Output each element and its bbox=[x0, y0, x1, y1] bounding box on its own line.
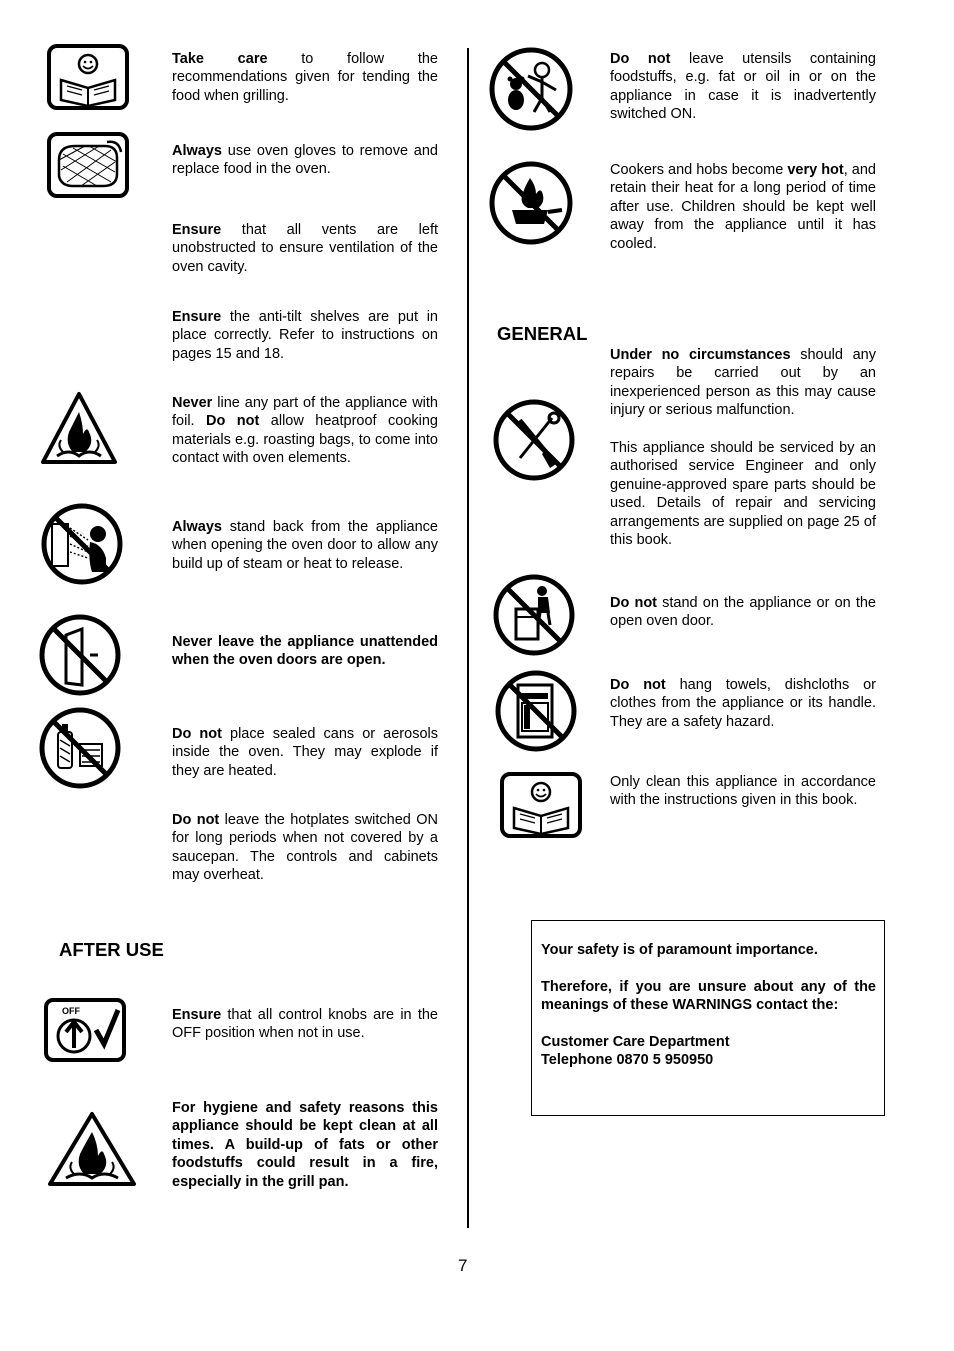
instruction-oven-gloves: Always use oven gloves to remove and replace food in the oven. bbox=[172, 143, 438, 178]
off-position-icon bbox=[44, 998, 126, 1062]
instruction-take-care: Take care to follow the recommendations given for tending the food when grilling. bbox=[172, 51, 438, 104]
fire-hazard-icon bbox=[46, 1110, 138, 1188]
page-number: 7 bbox=[458, 1256, 468, 1275]
instruction-stand-back: Always stand back from the appliance when opening the oven door to allow any build up of steam or heat to release. bbox=[172, 519, 438, 572]
instruction-no-sealed-cans: Do not place sealed cans or aerosols inside the oven. They may explode if they are heated. bbox=[172, 726, 438, 779]
do-not-stand-icon bbox=[492, 573, 576, 657]
instruction-very-hot: Cookers and hobs become very hot, and retain their heat for a long period of time after use. Children should be kept well away from the appliance until it has cooled. bbox=[610, 162, 876, 252]
instruction-clean-per-instructions: Only clean this appliance in accordance with the instructions given in this book. bbox=[610, 774, 876, 809]
instruction-authorised-service: This appliance should be serviced by an authorised service Engineer and only genuine-approved spare parts should be used. Details of repair and servicing arrangements are supplied on page 25 of this book. bbox=[610, 440, 876, 549]
fire-warning-icon bbox=[39, 390, 119, 466]
no-towels-icon bbox=[494, 669, 578, 753]
notice-telephone: Telephone 0870 5 950950 bbox=[541, 1052, 714, 1069]
general-heading: GENERAL bbox=[497, 323, 588, 344]
after-use-heading: AFTER USE bbox=[59, 939, 164, 960]
instruction-do-not-stand: Do not stand on the appliance or on the open oven door. bbox=[610, 595, 876, 630]
safety-notice-box bbox=[531, 920, 885, 1116]
instruction-no-repairs: Under no circumstances should any repairs be carried out by an inexperienced person as this may cause injury or serious malfunction. bbox=[610, 347, 876, 419]
oven-glove-icon bbox=[47, 132, 129, 198]
instruction-anti-tilt-shelves: Ensure the anti-tilt shelves are put in place correctly. Refer to instructions on pages 15 and 18. bbox=[172, 309, 438, 362]
no-repairs-icon bbox=[492, 398, 576, 482]
instruction-vents: Ensure that all vents are left unobstructed to ensure ventilation of the oven cavity. bbox=[172, 222, 438, 275]
instruction-hygiene: For hygiene and safety reasons this appliance should be kept clean at all times. A build-up of fats or other foodstuffs could result in a fire, especially in the grill pan. bbox=[172, 1100, 438, 1190]
notice-line-1: Your safety is of paramount importance. bbox=[541, 942, 818, 958]
instruction-knobs-off: Ensure that all control knobs are in the OFF position when not in use. bbox=[172, 1007, 438, 1042]
steam-warning-icon bbox=[40, 502, 124, 586]
read-instructions-icon-2 bbox=[500, 772, 582, 838]
child-warning-icon bbox=[488, 46, 574, 132]
column-divider bbox=[467, 48, 469, 1228]
instruction-hotplates: Do not leave the hotplates switched ON for long periods when not covered by a saucepan. The controls and cabinets may overheat. bbox=[172, 812, 439, 884]
instruction-no-utensils: Do not leave utensils containing foodstuffs, e.g. fat or oil in or on the appliance in case it is inadvertently switched ON. bbox=[610, 51, 876, 123]
open-door-icon bbox=[38, 613, 122, 697]
instruction-no-towels: Do not hang towels, dishcloths or clothes from the appliance or its handle. They are a safety hazard. bbox=[610, 677, 876, 730]
instruction-never-leave-unattended: Never leave the appliance unattended when the oven doors are open. bbox=[172, 634, 438, 669]
notice-department: Customer Care Department bbox=[541, 1034, 730, 1050]
notice-line-2: Therefore, if you are unsure about any of the meanings of these WARNINGS contact the: bbox=[541, 978, 876, 1014]
svg-text:OFF: OFF bbox=[62, 1006, 80, 1016]
hot-surface-icon bbox=[488, 160, 574, 246]
instruction-no-foil: Never line any part of the appliance with foil. Do not allow heatproof cooking materials e.g. roasting bags, to come into contact with oven elements. bbox=[172, 395, 438, 467]
aerosol-can-icon bbox=[38, 706, 122, 790]
read-instructions-icon bbox=[47, 44, 129, 110]
